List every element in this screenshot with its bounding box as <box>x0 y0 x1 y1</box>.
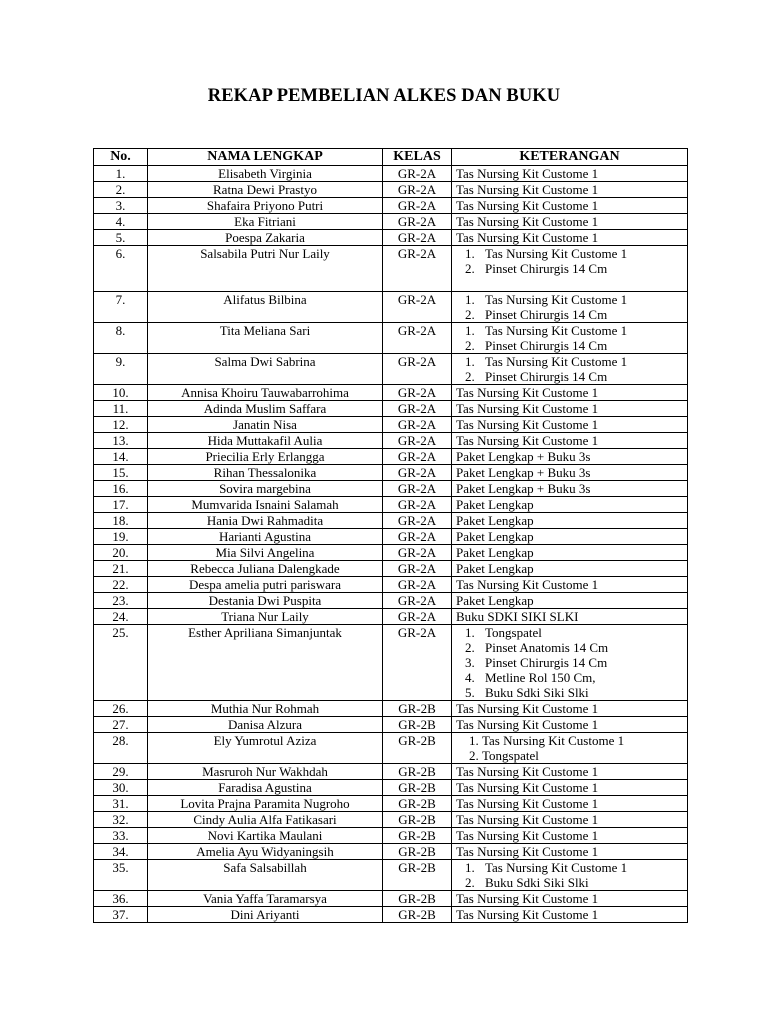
table-row <box>94 385 688 401</box>
class-code: GR-2A <box>383 481 452 497</box>
row-number: 13. <box>94 433 148 449</box>
student-name: Novi Kartika Maulani <box>148 828 383 844</box>
class-code: GR-2A <box>383 354 452 385</box>
item-text: Tas Nursing Kit Custome 1 <box>456 701 599 716</box>
class-code: GR-2B <box>383 812 452 828</box>
item-list-entry: 2. Pinset Chirurgis 14 Cm <box>478 261 687 276</box>
description-cell <box>452 292 688 323</box>
item-text: Tas Nursing Kit Custome 1 <box>456 182 599 197</box>
row-number: 26. <box>94 701 148 717</box>
class-code: GR-2B <box>383 796 452 812</box>
header-no: No. <box>94 149 148 166</box>
table-row <box>94 166 688 182</box>
student-name: Alifatus Bilbina <box>148 292 383 323</box>
item-list-entry: 1. Tas Nursing Kit Custome 1 <box>478 292 687 307</box>
student-name: Esther Apriliana Simanjuntak <box>148 625 383 701</box>
description-cell <box>452 701 688 717</box>
row-number: 5. <box>94 230 148 246</box>
item-text: Paket Lengkap + Buku 3s <box>456 449 591 464</box>
class-code: GR-2A <box>383 529 452 545</box>
item-text: Tas Nursing Kit Custome 1 <box>456 796 599 811</box>
item-text: Tas Nursing Kit Custome 1 <box>456 844 599 859</box>
item-text: Paket Lengkap + Buku 3s <box>456 465 591 480</box>
item-list <box>456 246 687 276</box>
table-row <box>94 577 688 593</box>
class-code: GR-2A <box>383 449 452 465</box>
table-row <box>94 292 688 323</box>
table-row <box>94 545 688 561</box>
table-row <box>94 764 688 780</box>
item-list-entry: 2. Tongspatel <box>459 748 687 763</box>
class-code: GR-2A <box>383 246 452 292</box>
description-cell <box>452 593 688 609</box>
class-code: GR-2A <box>383 465 452 481</box>
row-number: 6. <box>94 246 148 292</box>
class-code: GR-2A <box>383 625 452 701</box>
class-code: GR-2A <box>383 609 452 625</box>
row-number: 23. <box>94 593 148 609</box>
table-row <box>94 182 688 198</box>
item-text: Tas Nursing Kit Custome 1 <box>456 433 599 448</box>
item-list <box>456 292 687 322</box>
class-code: GR-2A <box>383 513 452 529</box>
row-number: 1. <box>94 166 148 182</box>
item-list-entry: 5. Buku Sdki Siki Slki <box>478 685 687 700</box>
table-row <box>94 354 688 385</box>
student-name: Salsabila Putri Nur Laily <box>148 246 383 292</box>
row-number: 3. <box>94 198 148 214</box>
item-list-entry: 2. Pinset Chirurgis 14 Cm <box>478 369 687 384</box>
item-text: Tas Nursing Kit Custome 1 <box>456 230 599 245</box>
table-row <box>94 497 688 513</box>
description-cell <box>452 417 688 433</box>
item-text: Tas Nursing Kit Custome 1 <box>456 401 599 416</box>
student-name: Lovita Prajna Paramita Nugroho <box>148 796 383 812</box>
class-code: GR-2A <box>383 433 452 449</box>
item-list-entry: 1. Tas Nursing Kit Custome 1 <box>478 860 687 875</box>
description-cell <box>452 497 688 513</box>
table-row <box>94 828 688 844</box>
row-number: 14. <box>94 449 148 465</box>
class-code: GR-2B <box>383 717 452 733</box>
cell-spacer <box>456 276 687 291</box>
table-row <box>94 230 688 246</box>
student-name: Eka Fitriani <box>148 214 383 230</box>
row-number: 20. <box>94 545 148 561</box>
row-number: 18. <box>94 513 148 529</box>
description-cell <box>452 214 688 230</box>
row-number: 2. <box>94 182 148 198</box>
row-number: 34. <box>94 844 148 860</box>
item-list <box>456 625 687 700</box>
description-cell <box>452 166 688 182</box>
student-name: Safa Salsabillah <box>148 860 383 891</box>
row-number: 19. <box>94 529 148 545</box>
description-cell <box>452 780 688 796</box>
table-row <box>94 796 688 812</box>
table-header-row <box>94 149 688 166</box>
row-number: 24. <box>94 609 148 625</box>
description-cell <box>452 764 688 780</box>
description-cell <box>452 577 688 593</box>
item-list-entry: 2. Pinset Anatomis 14 Cm <box>478 640 687 655</box>
description-cell <box>452 717 688 733</box>
class-code: GR-2A <box>383 182 452 198</box>
item-text: Tas Nursing Kit Custome 1 <box>456 214 599 229</box>
row-number: 27. <box>94 717 148 733</box>
student-name: Destania Dwi Puspita <box>148 593 383 609</box>
class-code: GR-2B <box>383 891 452 907</box>
item-list-entry: 1. Tas Nursing Kit Custome 1 <box>459 733 687 748</box>
table-row <box>94 401 688 417</box>
student-name: Poespa Zakaria <box>148 230 383 246</box>
item-text: Paket Lengkap <box>456 497 534 512</box>
class-code: GR-2A <box>383 561 452 577</box>
table-row <box>94 812 688 828</box>
table-row <box>94 701 688 717</box>
item-text: Tas Nursing Kit Custome 1 <box>456 717 599 732</box>
item-text: Tas Nursing Kit Custome 1 <box>456 780 599 795</box>
table-row <box>94 860 688 891</box>
item-list-entry: 3. Pinset Chirurgis 14 Cm <box>478 655 687 670</box>
student-name: Cindy Aulia Alfa Fatikasari <box>148 812 383 828</box>
class-code: GR-2A <box>383 214 452 230</box>
row-number: 9. <box>94 354 148 385</box>
student-name: Triana Nur Laily <box>148 609 383 625</box>
item-list <box>456 733 687 763</box>
class-code: GR-2B <box>383 860 452 891</box>
item-list <box>456 323 687 353</box>
table-row <box>94 214 688 230</box>
item-text: Paket Lengkap <box>456 529 534 544</box>
header-keterangan: KETERANGAN <box>452 149 688 166</box>
class-code: GR-2B <box>383 780 452 796</box>
description-cell <box>452 860 688 891</box>
class-code: GR-2B <box>383 733 452 764</box>
item-text: Tas Nursing Kit Custome 1 <box>456 891 599 906</box>
student-name: Elisabeth Virginia <box>148 166 383 182</box>
student-name: Priecilia Erly Erlangga <box>148 449 383 465</box>
item-text: Paket Lengkap <box>456 513 534 528</box>
row-number: 33. <box>94 828 148 844</box>
description-cell <box>452 796 688 812</box>
student-name: Hida Muttakafil Aulia <box>148 433 383 449</box>
student-name: Danisa Alzura <box>148 717 383 733</box>
student-name: Mumvarida Isnaini Salamah <box>148 497 383 513</box>
student-name: Ely Yumrotul Aziza <box>148 733 383 764</box>
table-row <box>94 481 688 497</box>
class-code: GR-2B <box>383 828 452 844</box>
purchase-recap-table <box>93 148 688 923</box>
student-name: Sovira margebina <box>148 481 383 497</box>
item-list <box>456 860 687 890</box>
description-cell <box>452 230 688 246</box>
class-code: GR-2B <box>383 764 452 780</box>
row-number: 30. <box>94 780 148 796</box>
table-row <box>94 433 688 449</box>
item-text: Tas Nursing Kit Custome 1 <box>456 198 599 213</box>
row-number: 17. <box>94 497 148 513</box>
table-row <box>94 717 688 733</box>
class-code: GR-2A <box>383 593 452 609</box>
row-number: 21. <box>94 561 148 577</box>
student-name: Annisa Khoiru Tauwabarrohima <box>148 385 383 401</box>
document-title: REKAP PEMBELIAN ALKES DAN BUKU <box>207 86 561 106</box>
item-list-entry: 2. Pinset Chirurgis 14 Cm <box>478 338 687 353</box>
row-number: 29. <box>94 764 148 780</box>
table-row <box>94 449 688 465</box>
item-text: Tas Nursing Kit Custome 1 <box>456 385 599 400</box>
student-name: Rebecca Juliana Dalengkade <box>148 561 383 577</box>
description-cell <box>452 449 688 465</box>
item-text: Paket Lengkap <box>456 545 534 560</box>
class-code: GR-2B <box>383 844 452 860</box>
student-name: Hania Dwi Rahmadita <box>148 513 383 529</box>
class-code: GR-2A <box>383 230 452 246</box>
student-name: Muthia Nur Rohmah <box>148 701 383 717</box>
row-number: 36. <box>94 891 148 907</box>
table-row <box>94 907 688 923</box>
description-cell <box>452 246 688 292</box>
student-name: Ratna Dewi Prastyo <box>148 182 383 198</box>
item-text: Tas Nursing Kit Custome 1 <box>456 417 599 432</box>
description-cell <box>452 828 688 844</box>
description-cell <box>452 609 688 625</box>
row-number: 10. <box>94 385 148 401</box>
item-text: Tas Nursing Kit Custome 1 <box>456 907 599 922</box>
description-cell <box>452 182 688 198</box>
class-code: GR-2A <box>383 417 452 433</box>
item-list <box>456 354 687 384</box>
table-row <box>94 593 688 609</box>
student-name: Mia Silvi Angelina <box>148 545 383 561</box>
row-number: 12. <box>94 417 148 433</box>
description-cell <box>452 733 688 764</box>
item-text: Tas Nursing Kit Custome 1 <box>456 812 599 827</box>
item-list-entry: 1. Tas Nursing Kit Custome 1 <box>478 323 687 338</box>
row-number: 32. <box>94 812 148 828</box>
description-cell <box>452 529 688 545</box>
student-name: Shafaira Priyono Putri <box>148 198 383 214</box>
item-list-entry: 2. Pinset Chirurgis 14 Cm <box>478 307 687 322</box>
table-row <box>94 417 688 433</box>
row-number: 7. <box>94 292 148 323</box>
header-nama-lengkap: NAMA LENGKAP <box>148 149 383 166</box>
table-row <box>94 625 688 701</box>
student-name: Rihan Thessalonika <box>148 465 383 481</box>
row-number: 8. <box>94 323 148 354</box>
table-row <box>94 465 688 481</box>
table-row <box>94 198 688 214</box>
description-cell <box>452 545 688 561</box>
item-text: Paket Lengkap + Buku 3s <box>456 481 591 496</box>
item-text: Tas Nursing Kit Custome 1 <box>456 828 599 843</box>
description-cell <box>452 433 688 449</box>
item-list-entry: 2. Buku Sdki Siki Slki <box>478 875 687 890</box>
item-text: Paket Lengkap <box>456 561 534 576</box>
class-code: GR-2A <box>383 545 452 561</box>
description-cell <box>452 907 688 923</box>
table-row <box>94 733 688 764</box>
table-row <box>94 609 688 625</box>
description-cell <box>452 385 688 401</box>
row-number: 25. <box>94 625 148 701</box>
student-name: Vania Yaffa Taramarsya <box>148 891 383 907</box>
student-name: Despa amelia putri pariswara <box>148 577 383 593</box>
description-cell <box>452 323 688 354</box>
row-number: 11. <box>94 401 148 417</box>
item-list-entry: 1. Tas Nursing Kit Custome 1 <box>478 246 687 261</box>
description-cell <box>452 513 688 529</box>
item-list-entry: 4. Metline Rol 150 Cm, <box>478 670 687 685</box>
description-cell <box>452 354 688 385</box>
table-row <box>94 891 688 907</box>
table-row <box>94 780 688 796</box>
table-row <box>94 529 688 545</box>
item-text: Paket Lengkap <box>456 593 534 608</box>
class-code: GR-2A <box>383 577 452 593</box>
student-name: Janatin Nisa <box>148 417 383 433</box>
description-cell <box>452 198 688 214</box>
student-name: Amelia Ayu Widyaningsih <box>148 844 383 860</box>
student-name: Masruroh Nur Wakhdah <box>148 764 383 780</box>
table-row <box>94 246 688 292</box>
class-code: GR-2B <box>383 701 452 717</box>
class-code: GR-2A <box>383 385 452 401</box>
class-code: GR-2A <box>383 198 452 214</box>
description-cell <box>452 891 688 907</box>
description-cell <box>452 812 688 828</box>
description-cell <box>452 844 688 860</box>
item-list-entry: 1. Tongspatel <box>478 625 687 640</box>
item-text: Tas Nursing Kit Custome 1 <box>456 764 599 779</box>
item-text: Buku SDKI SIKI SLKI <box>456 609 579 624</box>
class-code: GR-2A <box>383 166 452 182</box>
student-name: Dini Ariyanti <box>148 907 383 923</box>
student-name: Adinda Muslim Saffara <box>148 401 383 417</box>
description-cell <box>452 401 688 417</box>
row-number: 28. <box>94 733 148 764</box>
class-code: GR-2A <box>383 401 452 417</box>
row-number: 15. <box>94 465 148 481</box>
student-name: Tita Meliana Sari <box>148 323 383 354</box>
row-number: 35. <box>94 860 148 891</box>
item-text: Tas Nursing Kit Custome 1 <box>456 577 599 592</box>
row-number: 4. <box>94 214 148 230</box>
table-row <box>94 513 688 529</box>
description-cell <box>452 465 688 481</box>
row-number: 22. <box>94 577 148 593</box>
class-code: GR-2B <box>383 907 452 923</box>
student-name: Harianti Agustina <box>148 529 383 545</box>
description-cell <box>452 625 688 701</box>
description-cell <box>452 481 688 497</box>
table-row <box>94 844 688 860</box>
row-number: 16. <box>94 481 148 497</box>
class-code: GR-2A <box>383 323 452 354</box>
table-row <box>94 561 688 577</box>
row-number: 37. <box>94 907 148 923</box>
class-code: GR-2A <box>383 292 452 323</box>
student-name: Faradisa Agustina <box>148 780 383 796</box>
item-text: Tas Nursing Kit Custome 1 <box>456 166 599 181</box>
class-code: GR-2A <box>383 497 452 513</box>
item-list-entry: 1. Tas Nursing Kit Custome 1 <box>478 354 687 369</box>
table-row <box>94 323 688 354</box>
description-cell <box>452 561 688 577</box>
student-name: Salma Dwi Sabrina <box>148 354 383 385</box>
header-kelas: KELAS <box>383 149 452 166</box>
row-number: 31. <box>94 796 148 812</box>
